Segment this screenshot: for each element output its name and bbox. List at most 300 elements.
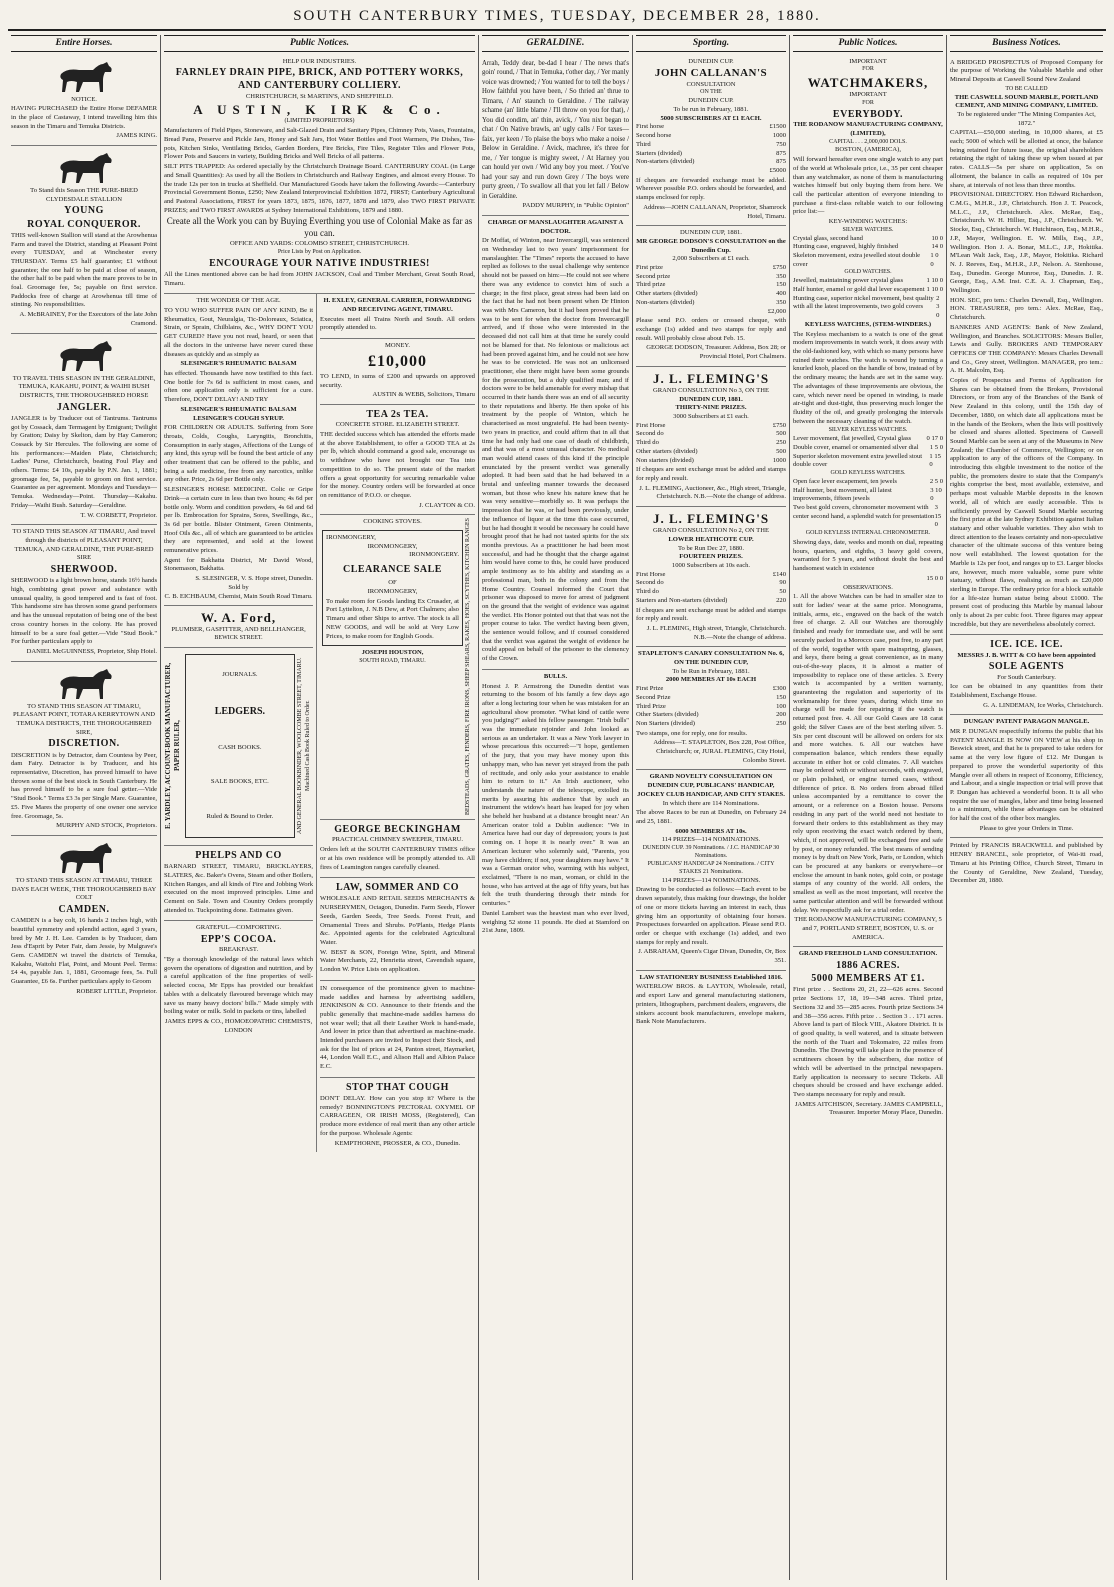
fleming2-e: 1000 Subscribers at 10s each. <box>671 562 751 570</box>
jangler-intro: TO TRAVEL THIS SEASON IN THE GERALDINE, TEMUKA, KAKAHU, POINT, & WAIHI BUSH DISTRICTS, THE THOROUGHBRED HORSE <box>12 374 156 399</box>
table-row <box>636 703 786 712</box>
table-row <box>636 299 786 308</box>
table-row <box>636 158 786 167</box>
table-row <box>793 478 943 487</box>
row-label: First Horse <box>636 570 666 578</box>
royal-young: YOUNG <box>64 205 104 217</box>
camden-signature: ROBERT LITTLE, Proprietor. <box>76 987 158 995</box>
encourage: ENCOURAGE YOUR NATIVE INDUSTRIES! <box>209 257 430 269</box>
ad-camden <box>11 836 157 1001</box>
row-label: Other starters (divided) <box>636 290 698 298</box>
houston-main <box>320 518 465 815</box>
section-heading: Public Notices. <box>164 35 475 52</box>
fleming2-body: If cheques are sent exchange must be added and stamps for reply and result. <box>636 606 786 623</box>
row-label: Jewelled, maintaining power crystal glass <box>793 277 904 285</box>
row-label: Starters (divided) <box>636 149 682 157</box>
acres: 1886 ACRES. <box>836 960 900 972</box>
row-label: Second do <box>636 430 664 438</box>
jangler-signature: T. W. CORBETT, Proprietor. <box>80 511 158 519</box>
for-2: FOR <box>862 100 874 106</box>
row-value: 2 3 0 <box>936 294 940 320</box>
row-label: Hunting case, superior nickel movement, best quality with all the latest improvements, two gold covers <box>793 294 934 311</box>
row-label: First horse <box>636 123 665 131</box>
horse-icon <box>53 841 115 875</box>
table-row <box>793 277 943 286</box>
law-best: W. BEST & SON, Foreign Wine, Spirit, and Mineral Water Merchants, 22, Henrietta street, Cavendish square, London W. Price Lists on application. <box>320 948 475 974</box>
row-label: Third prize <box>636 281 666 289</box>
watchmakers: WATCHMAKERS, <box>807 75 929 91</box>
row-label: Open face lever escapement, ten jewels <box>793 477 897 485</box>
limited: (LIMITED PROPRIETORS) <box>284 118 355 125</box>
chrono: GOLD KEYLESS INTERNAL CHRONOMETER. <box>805 530 931 537</box>
ad-beckingham <box>320 820 475 878</box>
royal-name: ROYAL CONQUEROR. <box>27 218 141 230</box>
row-value: 875 <box>776 158 786 166</box>
table-row <box>793 453 943 470</box>
table-row <box>793 295 943 321</box>
witt: MESSRS J. B. WITT & CO have been appointed <box>957 651 1096 659</box>
land-title: GRAND FREEHOLD LAND CONSULTATION. <box>798 950 938 958</box>
ad-grand-novelty <box>636 770 786 970</box>
row-label: Second do <box>636 579 664 587</box>
encourage-body: All the Lines mentioned above can be had from JOHN JACKSON, Coal and Timber Merchant, Great South Road, Timaru. <box>164 270 475 287</box>
registered: To be registered under "The Mining Companies Act, 1872." <box>957 110 1096 127</box>
land-body: First prize . . Sections 20, 21, 22—626 acres. Second prize Sections 17, 18, 19—348 acres. Third prize, Sections 32 and 35—285 acres. Fourth prize Sections 34 and 38—356 acres. Fifth prize . . Section 3 . . 171 acres. Above land is part of Block VIII., Akatore District. It is of good quality, is well watered, and is situate between the north of the Tuari and Tokomairo, 22 miles from Dunedin. The Drawing will take place in the presence of scrutineers chosen by the subscribers, due notice of which will be advertised in the principal newspapers. Early application is necessary to secure Tickets. All cheques should be crossed and have exchange added. Two stamps necessary for reply and result. <box>793 986 943 1098</box>
row-value: £1500 <box>769 123 786 131</box>
ad-jenkinson <box>320 981 475 1078</box>
column-entire-horses <box>8 35 161 1580</box>
stop-title: STOP THAT COUGH <box>346 1081 449 1093</box>
row-value: 200 <box>776 711 786 719</box>
row-value: £750 <box>772 264 786 272</box>
table-row <box>636 597 786 606</box>
column-sporting <box>633 35 790 1580</box>
grand-title: GRAND NOVELTY CONSULTATION ON DUNEDIN CUP, PUBLICANS' HANDICAP, JOCKEY CLUB HANDICAP, AND CITY STAKES. <box>637 773 785 798</box>
row-label: First Horse <box>636 421 666 429</box>
ad-callanan <box>636 55 786 227</box>
fleming1-body: If cheques are sent exchange must be added and stamps for reply and result. <box>636 466 786 482</box>
row-value: 14 0 <box>931 243 943 251</box>
money-body: TO LEND, in sums of £200 and upwards on approved security. <box>320 372 475 389</box>
obs-body: 1. All the above Watches can be had in smaller size to suit for ladies' wear at the same price. Monograms, initials, arms, etc., engraved on the back of the watch free of charge. 2. All our Watches are thoroughly finished and ready for immediate use, and will be sent securely packed in a Morocco case, post free, to any part of the world, together with spare mainspring, glasses, and keys, there being a great convenience, as in many out-of-the-way places, it is almost a matter of impossibility to replace one of these articles. 3. Every watch is accompanied by a written warranty, guaranteeing the regulation and superiority of its workmanship for three years, during which time no charge will be made for repairing if the watch is returned post free. 4. All our Gold Cases are 18 carat gold; the Silver Cases are of the best sterling silver. 5. Six per cent discount will be allowed on orders for six and more watches. 6. All our watches have compensation balance, which renders these equally accurate in either hot or cold climates. 7. All watches may be ordered with or without seconds, with engraved, or plain polished, or engine turned cases, without difference of price. 8. No orders from abroad filled unless accompanied by a remittance to cover the amount, or a reference on a Boston house. Persons residing in any part of the world need not hesitate to forward their orders to this establishment as they may rely upon receiving the exact watch ordered by them, which, if not approved, will be exchanged free and safe by post, or money refunded. The best means of sending money is by draft on New York, Paris, or London, which can be procured at any bankers or everywhere—or enclose the amount in bank notes, gold coin, or postage stamps of any country of the world. All orders, the smallest as well as the most important, will receive the same particular attention and will be forwarded without delay. We respectfully ask for a trial order. <box>793 593 943 914</box>
ad-epps <box>164 921 313 1039</box>
keyless: KEYLESS WATCHES, (STEM-WINDERS.) <box>804 320 932 328</box>
fleming1-c: THIRTY-NINE PRIZES. <box>675 404 747 412</box>
grand-body: Drawing to be conducted as follows:—Each event to be drawn separately, thus making four drawings, the holder of one or more tickets having an interest in each, thus giving him an opportunity of obtaining four horses. Prospectuses forwarded on application. Please send P.O. order or cheque with exchange (1s) added, and two stamps for reply and result. <box>636 886 786 946</box>
horse-icon <box>53 339 115 373</box>
iron-3: IRONMONGERY. <box>409 551 459 559</box>
money-amount: £10,000 <box>368 352 427 370</box>
ice-body: Ice can be obtained in any quantities from their Establishment, Exchange House. <box>950 683 1103 699</box>
important-2: IMPORTANT <box>849 91 887 99</box>
book-cash: CASH BOOKS. <box>218 743 262 751</box>
table-row <box>636 588 786 597</box>
table-row <box>636 571 786 580</box>
table-row <box>636 439 786 448</box>
dodson-title: MR GEORGE DODSON'S CONSULTATION on the Dunedin Cup. <box>636 237 786 254</box>
row-label: Crystal glass, second hand <box>793 234 863 242</box>
iron-2: IRONMONGERY, <box>367 542 418 550</box>
dungan-signature: Please to give your Orders in Time. <box>979 824 1074 832</box>
dodson-signature: GEORGE DODSON, Treasurer. Address, Box 28; or Provincial Hotel, Port Chalmers. <box>646 344 786 361</box>
ad-phelps <box>164 846 313 921</box>
ad-notice-defamer <box>11 55 157 147</box>
ad-freehold-land <box>793 947 943 1122</box>
epps-top: GRATEFUL—COMFORTING. <box>195 924 282 932</box>
ad-tea <box>320 405 475 515</box>
concrete-store: CONCRETE STORE. ELIZABETH STREET. <box>335 421 460 429</box>
prize-table-2 <box>636 264 786 308</box>
cough-body: FOR CHILDREN OR ADULTS. Suffering from Sore throats, Colds, Coughs, Laryngitis, Bronchitis, Consumption in early stages, Affections of the Lungs of any kind, this syrup will be found the best article of any other treatment that can be offered to the public, and being a safe medicine, free from any narcotics, unlike any other. Price, 2s 6d per Bottle only. <box>164 424 314 484</box>
tea-title: TEA 2s TEA. <box>366 409 429 421</box>
grand-g: 114 PRIZES—114 NOMINATIONS. <box>661 876 761 884</box>
epps-sub: BREAKFAST. <box>218 946 259 954</box>
fleming2-name: J. L. FLEMING'S <box>652 511 770 527</box>
masthead: SOUTH CANTERBURY TIMES, TUESDAY, DECEMBER 28, 1880. <box>8 6 1106 31</box>
row-value: 500 <box>776 447 786 455</box>
row-value: 1000 <box>772 456 786 464</box>
stop-body: DON'T DELAY. How can you stop it? Where is the remedy? BONNINGTON'S PECTORAL OXYMEL OF CARRAGEEN, OR IRISH MOSS, (Registered), Can produce more evidence of real merit than any other article for the purpose. Wholesale Agents: <box>320 1095 475 1137</box>
row-value: 400 <box>776 290 786 298</box>
law-title: LAW STATIONERY BUSINESS Established 1816. <box>639 973 783 981</box>
ad-sherwood <box>11 525 157 661</box>
row-value: 3 10 0 <box>930 486 942 503</box>
ad-ford <box>164 606 313 648</box>
silver-2: SILVER KEYLESS WATCHES. <box>828 427 908 434</box>
row-value: 0 17 0 <box>926 435 943 443</box>
ad-money <box>320 339 475 405</box>
row-label: Other Starters (divided) <box>636 711 699 719</box>
yardley-name: E. YARDLEY, ACCOUNT-BOOK MANUFACTURER, PAPER RULER, <box>164 663 182 830</box>
houston-side: BEDSTEADS, GRATES, FENDERS, FIRE IRONS, SHEEP SHEARS, RAKES, HOES, SCYTHES, KITCHEN RANGES <box>464 518 471 816</box>
row-value: 1 10 0 <box>926 286 943 294</box>
ad-exley <box>320 294 475 339</box>
epps-name: EPP'S COCOA. <box>200 934 277 946</box>
row-value: 1 5 0 <box>929 443 943 451</box>
yardley-right: AND GENERAL BOOKBINDER, WOOLCOMBE STREET, TIMARU. Machined Cash Book Ruled to Order. <box>297 657 312 835</box>
camden-body: CAMDEN is a bay colt, 16 hands 2 inches high, with beautiful symmetry and splendid action, aged 3 years, bred by Mr J. H. Lee. Camden is by Traducer, dam Jess d'Esprit by Peter Fair, dam Jessie, by Mulgrave's Gem. CAMDEN wi travel the districts of Temuka, Kakahu, Waitohi Flat, Point, and Mount Peel. Terms: £4 4s, payable Jan. 1, 1881, Groomage fees, 5s. Full Guarantee, £6 6s. Further particulars apply to Groom <box>11 917 158 986</box>
rodanow-body: Will forward hereafter even one single watch to any part of the world at Wholesale price, i.e., 35 per cent cheaper than any watchmaker, as none of them is manufacturing watches himself but only buying them from here. We call the particular attention of everyone intending to purchase a first-class reliable watch to our following price list:— <box>793 156 943 216</box>
ice-signature: G. A. LINDEMAN, Ice Works, Christchurch. <box>983 701 1103 709</box>
disc-name: DISCRETION. <box>48 738 120 750</box>
grand-e: DUNEDIN CUP. 39 Nominations. / J.C. HANDICAP 30 Nominations. <box>642 845 780 860</box>
stapleton-body: Two stamps, one for reply, one for results. <box>636 729 748 737</box>
callanan-name: JOHN CALLANAN'S <box>654 67 768 80</box>
table-row <box>636 150 786 159</box>
ad-fleming-2 <box>636 507 786 647</box>
article-manslaughter <box>482 216 629 670</box>
law-name: LAW, SOMMER AND CO <box>335 882 460 894</box>
sles-name: SLESINGER'S RHEUMATIC BALSAM <box>180 360 297 368</box>
section-heading: Business Notices. <box>950 35 1103 52</box>
book-ledgers: LEDGERS. <box>214 706 266 718</box>
ad-jangler <box>11 334 157 526</box>
table-row <box>636 123 786 132</box>
watch-table-1 <box>793 235 943 270</box>
table-row <box>636 685 786 694</box>
cup-title: DUNEDIN CUP. <box>688 57 734 65</box>
row-value: 50 <box>779 588 786 596</box>
row-label: Third do <box>636 588 659 596</box>
row-label: Third Prize <box>636 702 666 710</box>
bridged: A BRIDGED PROSPECTUS of Proposed Company for the purpose of Working the Valuable Marble and other Mineral Deposits at Caswell Sound New Zealand <box>950 58 1103 83</box>
subcol-left <box>164 294 317 1152</box>
jangler-name: JANGLER. <box>56 401 112 413</box>
table-row <box>793 252 943 269</box>
ad-royal-conqueror <box>11 146 157 334</box>
epps-signature: JAMES EPPS & CO., HOMOEOPATHIC CHEMISTS, LONDON <box>164 1017 313 1034</box>
royal-signature: A. McBRAINEY, For the Executors of the late John Cramond. <box>19 311 158 327</box>
table-row <box>636 281 786 290</box>
notice-signature: JAMES KING. <box>116 132 158 140</box>
iron-1: IRONMONGERY, <box>326 534 376 542</box>
row-value: 10 0 <box>931 234 943 242</box>
money-signature: AUSTIN & WEBB, Solicitors, Timaru <box>372 391 475 399</box>
row-value: 250 <box>776 439 786 447</box>
sherwood-signature: DANIEL McGUINNESS, Proprietor, Ship Hotel. <box>26 647 158 655</box>
call-body: If cheques are forwarded exchange must be added. Wherever possible P.O. orders should be forwarded, and stamps enclosed for reply. <box>636 176 786 202</box>
ad-stop-cough <box>320 1078 475 1152</box>
tea-signature: J. CLAYTON & CO. <box>419 501 475 509</box>
ad-caswell <box>950 55 1103 636</box>
ad-law-stationery <box>636 971 786 1032</box>
office: OFFICE AND YARDS: COLOMBO STREET, CHRISTCHURCH. <box>230 240 409 248</box>
ad-yardley <box>164 648 313 846</box>
beck-body: Orders left at the SOUTH CANTERBURY TIMES office or at his own residence will be promptly attended to. All fires of Leamington ranges carefully cleaned. <box>320 846 475 871</box>
grand-signature: J. ABRAHAM, Queen's Cigar Divan, Dunedin, Or, Box 351. <box>638 948 786 965</box>
row-value: 1 0 0 <box>930 252 939 268</box>
houston-box <box>322 530 463 646</box>
stapleton-a: To be Run in February, 1881. <box>672 667 750 675</box>
column-public-notices-b <box>790 35 947 1580</box>
on-the: ON THE <box>700 89 722 96</box>
call-signature: Address—JOHN CALLANAN, Proprietor, Shamrock Hotel, Timaru. <box>643 203 786 220</box>
ford-name: W. A. Ford, <box>200 610 277 626</box>
for-south: For South Canterbury. <box>997 673 1056 681</box>
cup3: DUNEDIN CUP, 1881. <box>680 229 742 237</box>
table-row <box>793 286 943 295</box>
gold-1: GOLD WATCHES. <box>844 269 892 276</box>
stapleton-signature: Address—T. STAPLETON, Box 228, Post Office, Christchurch; or, JURAL FLEMING, City Hotel, Colombo Street. <box>653 739 786 764</box>
horse-icon <box>53 667 115 701</box>
watch-table-2 <box>793 277 943 321</box>
caswell-body: Copies of Prospectus and Forms of Application for Shares can be obtained from the Brokers, Provisional Directors, or from any of the Branches of the Bank of New Zealand in this colony, until the 15th day of December, 1880, on which date all applications must be in the hands of the Brokers, when the lists will positively be closed and shares allotted. Specimens of Caswell Sound Marble can be seen at any of the Museums in New Zealand; the Chamber of Commerce, Wellington; or on application to any of the officers of the Company. In introducing this eligible investment to the notice of the public, the promoters desire to state that the Company's rights comprise the best, most available, extensive, and perhaps most valuable Marble deposits in the known world, all of which are easily accessible. This is sufficiently proved by Caswell Sound Marble securing the first prize at the late Sydney Exhibition against Italian statuary and other valuable varieties. They also wish to direct attention to the leases certainty and non-speculative character of the ultimate success of this venture being now well established. The lowest quotation for the Marble is 12s per foot, and ranges up to £3. Larger blocks are, however, much more valuable, some pure white statuary, without flaws, realising as much as £20,000 sterling in Europe. The ordinary price for a block suitable for a life-size human statue being about £1000. The present cost of producing this Marble by manual labour only is about 2s per cubic foot. Three figures may appear incredible, but they are nevertheless absolutely correct. <box>950 377 1103 628</box>
total1: £5000 <box>769 166 786 174</box>
grand-a: In which there are 114 Nominations. <box>662 799 760 807</box>
row-value: 1 15 0 <box>929 452 941 469</box>
row-label: Two best gold covers, chronometer movement with center second hand, a splendid watch for presentation <box>793 504 935 520</box>
jenk-body: IN consequence of the prominence given to machine-made saddles and harness by advertising saddlers, JENKINSON & CO. Announce to their friends and the public generally that machine-made saddles harness do not wear well; that all their Leather Work is hand-made, And lower in price than that advertised as machine-made. Intended purchasers are invited to Inspect their Stock, and ask for the list of prices at 24, Panton street, Haymarket, 44, London Wall E.C., and Alison Hall and Albion Palace E.C. <box>320 984 475 1071</box>
houston-name: JOSEPH HOUSTON, <box>361 649 424 657</box>
sherwood-body: SHERWOOD is a light brown horse, stands 16½ hands high, combining great power and substance with unusual quality, is good tempered and is fast of foot. This handsome sire has thrown some grand performers and has the unusual reputation of being one of the best cross country horses in the colony. He has proved himself to be a sure foal getter.—Vide "Stud Book." For further particulars apply to <box>11 577 158 646</box>
sold-by: Sold by <box>228 583 249 591</box>
dungan-body: MR P. DUNGAN respectfully informs the public that his PATENT MANGLE IS NOW ON VIEW at his shop in Beswick street, and that he is prepared to take orders for same at the very low figure of £12. Mr Dungan is prepared to prove the wonderful superiority of this Mangle over all others in respect of Economy, Efficiency, and Labour, and a single inspection or trial will prove that P. Dungan has achieved a wonderful boon. It is all who require the use of mangles, labor and time being lessened to a minimum, while these advantages can be obtained for half the cost of the other box mangles. <box>950 728 1103 823</box>
prize-table-3 <box>636 422 786 466</box>
key-winding: KEY-WINDING WATCHES: <box>828 218 908 226</box>
capital: CAPITAL—£50,000 sterling, in 10,000 shares, at £5 each; 5000 of which will be allotted at once, the balance being retained for future issue, the original shareholders retaining the right of taking these up when issued at par rates. CALLS—5s per share on application, 5s on allotment, the balance in calls as required of 10s per share, at intervals of not less than three months. <box>950 129 1103 189</box>
prize-table-5 <box>636 685 786 729</box>
row-label: Non-starters (divided) <box>636 158 695 166</box>
ad-dungan <box>950 715 1103 838</box>
table-row <box>636 264 786 273</box>
silver-1: SILVER WATCHES. <box>842 226 894 233</box>
farnley-title: FARNLEY DRAIN PIPE, BRICK, AND POTTERY WORKS, AND CANTERBURY COLLIERY. <box>175 67 464 92</box>
horse-icon <box>53 151 115 185</box>
table-row <box>793 435 943 444</box>
row-value: 150 <box>776 281 786 289</box>
eichbaum: C. B. EICHBAUM, Chemist, Main South Road Timaru. <box>164 592 313 600</box>
price-lists: Price Lists by Post on Application. <box>277 248 362 255</box>
farnley-body: Manufacturers of Field Pipes, Stoneware, and Salt-Glazed Drain and Sanitary Pipes, Chimney Pots, Vases, Fountains, Bread Pans, Preserve and Pickle Jars, Honey and Salt Jars, Hot Water Bottles and Foot Warmers, Pie Dishes, Tea-pots, Kitchen Sinks, Ventilating Bricks, Garden Borders, Fire Bricks, Fire Tiles, Register Tiles and Flower Pots, Flower Pots and Saucers in variety, Building Bricks and Well Bricks of all patterns. <box>164 127 475 161</box>
for: FOR <box>862 66 874 73</box>
epps-body: "By a thorough knowledge of the natural laws which govern the operations of digestion and nutrition, and by a careful application of the fine properties of well-selected cocoa, Mr Epps has provided our breakfast tables with a delicately flavoured beverage which may save us many heavy doctors' bills." Made simply with boiling water or milk. Sold in packets or tins, labelled <box>164 956 314 1016</box>
chrono-price: 15 0 0 <box>926 574 943 582</box>
section-heading: Entire Horses. <box>11 35 157 52</box>
row-label: Starters and Non-starters (divided) <box>636 596 728 604</box>
ad-slesinger <box>164 294 313 606</box>
row-label: Half hunter, enamel or gold dial lever escapement <box>793 286 925 294</box>
row-value: 500 <box>776 430 786 438</box>
exley-title: H. EXLEY, GENERAL CARRIER, FORWARDING AND RECEIVING AGENT, TIMARU. <box>323 297 472 314</box>
table-row <box>636 711 786 720</box>
fleming2-c: To be Run Dec 27, 1880. <box>677 544 744 552</box>
table-row <box>636 457 786 466</box>
fleming1-b: DUNEDIN CUP, 1881. <box>679 395 743 403</box>
gold-2: GOLD KEYLESS WATCHES. <box>830 470 906 477</box>
phelps-body: BARNARD STREET, TIMARU, BRICKLAYERS, SLATERS, &c. Baker's Ovens, Steam and other Boilers, Kitchen Ranges, and all kinds of Fire and Jobbing Work executed on the most improved principles. Lime and Cement on Sale. Town and Country Orders promptly attended to. Tuckpointing done. Estimates given. <box>164 863 314 914</box>
charge-body: Dr Moffat, of Winton, near Invercargill, was sentenced on Wednesday last to two years' imprisonment for manslaughter. The "Times" reports the accused to have replied as follows to the usual challenge why sentence should not be passed on him:—He could not see where there was any evidence to convict him of such a charge; in the first place, great stress had been laid on the fact that he had not been present when Dr Hinton was with Mrs Cameron, but it had been proved that he was to be sent for when the doctor from Invercargill arrived, and if those who were interested in the deceased did not call him at that time he surely could not be blamed for that. No felonious or malicious act had been proved against him, and he could not see how he was to be convicted. He was not an unlicensed practitioner, else there might have been some grounds for the prosecution, but a duly qualified man; and if doctors were to be held amenable for every mishap that occurred in their hands there was an end of all security to their reputations and liberty. He then spoke of his treatment by the people of Winton, which he characterised as most ungrateful. He had been twenty-two years in practice, and could affirm that in all that time he had only had one case of death of childbirth, and that was of a most unusual character. No medical man would attend cases of this kind if the principle enunciated by the present verdict was generally adopted. It had been said that he had behaved in a brutal and unfeeling manner towards the deceased woman, but those who knew his nature knew that he was very sensitive—morbidly so. It was perhaps the impression that he was, or had been previously, under the influence of liquor at the time this case occurred, but he had thought it would be necessary he could have brought proof that he had not tasted spirits for the six months previous. As a practitioner he had been most successful, and had he thought that the charge against him would have come to this, he could have produced ample testimony as to his ability and standing as a professional man, both in the colony and from the Home Country. Counsel informed the Court that prisoner was disposed to move for arrest of judgment on the ground that the weight of evidence was against the verdict. His Honor pointed out that that was not the proper course to take. The verdict having been given, the sentence would follow, and if counsel considered that the verdict was against the weight of evidence he could appeal on behalf of the prisoner to the clemency of the Crown. <box>481 237 629 663</box>
austin-kirk: A USTIN, K IRK & Co. <box>193 102 446 118</box>
rodanow-title: THE RODANOW MANUFACTURING COMPANY, (LIMITED), <box>793 121 943 137</box>
subs: 5000 SUBSCRIBERS AT £1 EACH. <box>660 114 762 122</box>
charge-title: CHARGE OF MANSLAUGHTER AGAINST A DOCTOR. <box>487 218 624 235</box>
sles-again: SLESINGER'S RHEUMATIC BALSAM <box>180 405 297 413</box>
row-value: 1000 <box>772 132 786 140</box>
houston-addr: SOUTH ROAD, TIMARU. <box>359 657 426 664</box>
row-value: 250 <box>776 719 786 727</box>
ad-rodanow <box>793 55 943 948</box>
watch-table-3 <box>793 435 943 470</box>
lambert: Daniel Lambert was the heaviest man who ever lived, weighing 52 stone 11 pounds. He died at Stamford on 21st June, 1809. <box>481 909 629 935</box>
disc-signature: MURPHY AND STOCK, Proprietors. <box>56 822 158 830</box>
row-label: Half hunter, best movement, all latest improvements, fifteen jewels <box>793 486 892 503</box>
row-value: £750 <box>772 421 786 429</box>
table-row <box>636 141 786 150</box>
row-label: Non-starters (divided) <box>636 298 695 306</box>
column-geraldine <box>479 35 633 1580</box>
poem-body: Arrah, Teddy dear, be-dad I hear / The news that's goin' round, / That in Temuka, t'other day, / Yer manly voice was drowned; / You wanted for to tell the boys / How faithful you have been, / So thried an' thrue to Timaru, / An' staunch to Geraldine. / The railway schame (an' little blame / I'll throw on you for that), / You did condim, an' thin, avick, / You nixt began to chat / On Native brawls, an' ugly calls / For taxes—faix, yer keen / To plaise the boys who make a noise / Below in Geraldine. / Avick, machree, it's three for me, / Yer tongue is mighty sweet, / At Harney you can hould yer own / Wid any boy you meet. / You've had your say and run down Grey / The boys were purty green, / To swallow all that you let fall / Below in Geraldine. <box>481 59 629 200</box>
table-row <box>636 273 786 282</box>
row-value: 350 <box>776 272 786 280</box>
dungan-title: DUNGAN' PATENT PARAGON MANGLE. <box>963 718 1090 726</box>
row-label: First Prize <box>636 685 664 693</box>
ad-houston <box>320 515 475 820</box>
camden-intro: TO STAND THIS SEASON AT TIMARU, THREE DAYS EACH WEEK, THE THOROUGHBRED BAY COLT <box>11 876 157 902</box>
fleming2-signature: J. L. FLEMING, High street, Triangle, Christchurch. N.B.—Note the change of address. <box>646 624 786 641</box>
subcol-right <box>317 294 475 1152</box>
law-body: WATERLOW BROS. & LAYTON, Wholesale, retail, and export Law and general manufacturing stationers, printers, lithographers, parchment dealers, engravers, die sinkers account book manufacturers, envelope makers, Bank Note Manufacturers. <box>636 983 786 1026</box>
notice-heading: NOTICE. <box>71 95 97 103</box>
row-value: 1 10 0 <box>926 277 943 285</box>
row-label: Lever movement, flat jewelled, Crystal glass <box>793 435 912 443</box>
stapleton-title: STAPLETON'S CANARY CONSULTATION No. 6, ON THE DUNEDIN CUP, <box>637 650 785 667</box>
sles-signature: S. SLESINGER, V. S. Hope street, Dunedin. <box>195 575 314 583</box>
observations: OBSERVATIONS. <box>843 583 893 591</box>
prize-table-1 <box>636 123 786 167</box>
row-value: 2 5 0 <box>929 477 943 485</box>
sherwood-intro: TO STAND THIS SEASON AT TIMARU, And travel through the districts of PLEASANT POINT, TEMUKA, AND GERALDINE, THE PURE-BRED SIRE <box>12 528 156 562</box>
jangler-body: JANGLER is by Traducer out of Tantrums. Tantrums got by Cossack, dam Termagent by Emigrant; Twilight by Gratton; Daisy by Skelton, dam by Hay Cameron; Cossack by Sir Hercules. The following are some of his performances:—Maiden Plate, Christchurch; Ladies' Purse, Christchurch, beating Foul Play and others. Terms: £4 10s, payable by P.N. Jan. 1, 1881; groomage fee, 5s, payable to groom on first service. Guarantee as per agreement. Mondays and Tuesdays—Temuka. Wednesday—Point. Thursday—Kakahu. Friday—Waihi Bush. Saturday—Geraldine. <box>11 414 158 509</box>
disc-intro: TO STAND THIS SEASON AT TIMARU, PLEASANT POINT, TOTARA KERRYTOWN AND TEMUKA DISTRICTS, THE THOROUGHBRED SIRE, <box>13 702 155 736</box>
ford-trade: PLUMBER, GASFITTER, AND BELLHANGER, <box>171 626 306 634</box>
clearance: CLEARANCE SALE <box>343 564 442 576</box>
stop-signature: KEMPTHORNE, PROSSER, & CO., Dunedin. <box>334 1139 461 1147</box>
row-value: £140 <box>772 570 786 578</box>
subcolumns <box>164 294 475 1152</box>
cough-title: LESINGER'S COUGH SYRUP. <box>193 414 284 422</box>
article-bulls <box>482 670 629 941</box>
sles-more: has effected. Thousands have now testified to this fact. One bottle for 7s 6d is sufficient in most cases, and often one application only is sufficient for a cure. Therefore, DON'T DELAY! AND TRY <box>164 369 314 404</box>
cooking-stoves: COOKING STOVES. <box>363 518 422 526</box>
book-journals: JOURNALS. <box>222 670 258 678</box>
ad-dodson <box>636 226 786 367</box>
fleming2-b: LOWER HEATHCOTE CUP. <box>668 535 754 543</box>
wonder: THE WONDER OF THE AGE. <box>196 297 281 305</box>
sles-agent: Agent for Bakhatta District, Mr David Wood, Stonemason, Bakhatta. <box>164 556 314 573</box>
help-industries: HELP OUR INDUSTRIES. <box>282 57 357 65</box>
row-label: Third do <box>636 439 659 447</box>
secretary: HON. SEC, pro tem.: Charles Dewnall, Esq., Wellington. HON. TREASURER, pro tem.: Alex. McRae, Esq., Christchurch. <box>950 296 1103 322</box>
row-label: Second horse <box>636 132 672 140</box>
fleming2-a: GRAND CONSULTATION No 2, ON THE <box>653 527 769 535</box>
table-row <box>636 132 786 141</box>
grand-c: 6000 MEMBERS AT 10s. <box>675 827 747 835</box>
beck-trade: PRACTICAL CHIMNEY SWEEPER, TIMARU. <box>331 836 464 844</box>
camden-name: CAMDEN. <box>58 904 110 916</box>
row-value: 100 <box>776 702 786 710</box>
sherwood-name: SHERWOOD. <box>50 564 118 576</box>
fleming1-name: J. L. FLEMING'S <box>652 370 770 386</box>
row-value: £300 <box>772 685 786 693</box>
bankers: BANKERS AND AGENTS: Bank of New Zealand, Wellington, and Branches. SOLICITORS: Messrs Buller, Lewis and Gully. BROKERS AND TEMPORARY OFFICES OF THE COMPANY: Messrs Charles Dewnall and Co., Grey street, Wellington. MANAGER, pro tem.: A. H. Malcolm, Esq. <box>950 323 1103 375</box>
row-label: Second prize <box>636 272 671 280</box>
of: OF <box>388 579 397 587</box>
fleming1-d: 3000 Subscribers at £1 each. <box>673 413 749 421</box>
notice-body: HAVING PURCHASED the Entire Horse DEFAMER in the place of Castaway, I intend travelling him this season in the Timaru and Temuka Districts. <box>11 105 158 130</box>
table-row <box>636 290 786 299</box>
stapleton-b: 2000 MEMBERS AT 10s EACH <box>665 676 757 684</box>
phelps-name: PHELPS AND CO <box>195 850 282 862</box>
row-value: 3 15 0 <box>934 504 942 529</box>
ford-street: BEWICK STREET. <box>214 635 263 642</box>
book-ruled: Ruled & Bound to Order. <box>206 812 274 820</box>
row-value: 90 <box>779 579 786 587</box>
column-public-notices-a <box>161 35 479 1580</box>
section-heading: GERALDINE. <box>482 35 629 52</box>
disc-body: DISCRETION is by Detractor, dam Countess by Peer, dam Fairy. Detractor is by Traducer, and his representative, Discretion, has proved himself to have thrown some of the best stock in South Canterbury. He has proved himself to be a sure foal getter.—Vide "Stud Book." Terms £3 3s per Single Mare. Guarantee, £5. Five Mares the property of one owner one service free. Groomage, 5s. <box>11 751 158 820</box>
prize-table-4 <box>636 571 786 606</box>
table-row <box>793 243 943 252</box>
grand-b: The above Races to be run at Dunedin, on February 24 and 25, 1881. <box>636 809 786 825</box>
table-row <box>636 430 786 439</box>
row-label: Skeleton movement, extra jewelled stout double cover <box>793 252 921 268</box>
sole-agents: SOLE AGENTS <box>988 661 1065 673</box>
beck-name: GEORGE BECKINGHAM <box>334 824 461 836</box>
row-value: 750 <box>776 140 786 148</box>
row-value: 150 <box>776 693 786 701</box>
dodson-body: Please send P.O. orders or crossed cheque, with exchange (1s) added and two stamps for reply and result. Will probably close about Feb. 15. <box>636 317 786 342</box>
table-row <box>636 579 786 588</box>
